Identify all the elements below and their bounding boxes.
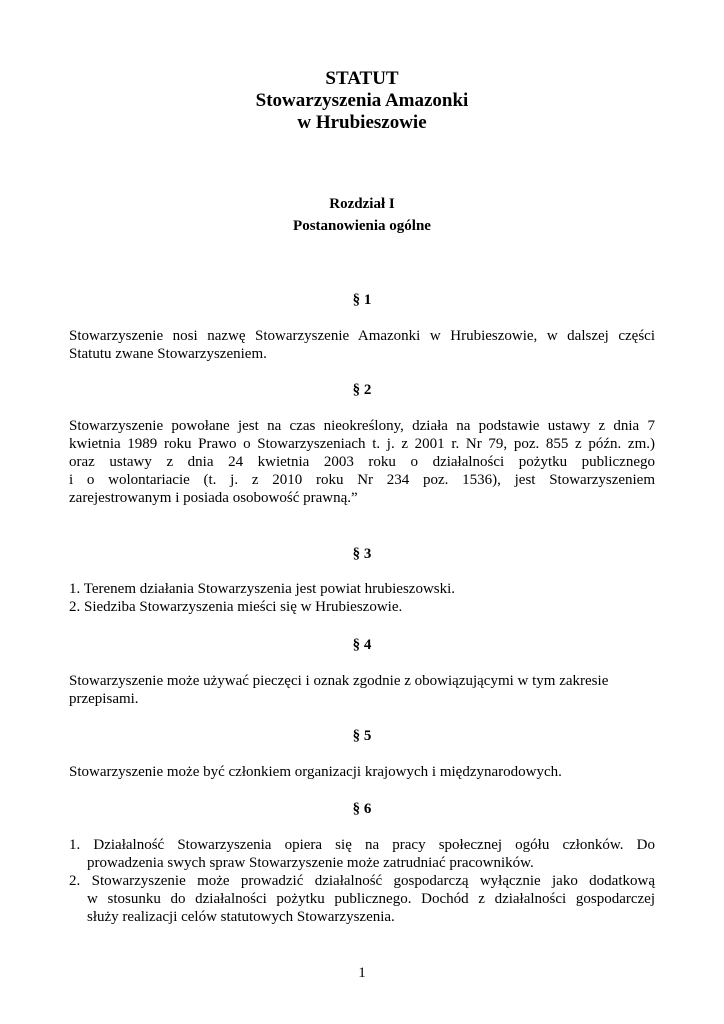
section-3-text — [69, 580, 655, 616]
section-6-text — [69, 836, 655, 926]
section-6-item-2-line-3: służy realizacji celów statutowych Stowarzyszenia. — [87, 909, 395, 925]
section-3-item-1: 1. Terenem działania Stowarzyszenia jest powiat hrubieszowski. — [69, 581, 456, 597]
section-5-line-1: Stowarzyszenie może być członkiem organizacji krajowych i międzynarodowych. — [69, 764, 562, 780]
section-2-line-2: kwietnia 1989 roku Prawo o Stowarzyszeniach t. j. z 2001 r. Nr 79, poz. 855 z późn. zm.) — [69, 436, 655, 452]
section-3-item-2: 2. Siedziba Stowarzyszenia mieści się w Hrubieszowie. — [69, 599, 403, 615]
section-6-item-2-line-1: 2. Stowarzyszenie może prowadzić działalność gospodarczą wyłącznie jako dodatkową — [69, 873, 655, 889]
section-4-line-1: Stowarzyszenie może używać pieczęci i oznak zgodnie z obowiązującymi w tym zakresie — [69, 673, 609, 689]
section-6-item-1-line-1: 1. Działalność Stowarzyszenia opiera się na pracy społecznej ogółu członków. Do — [69, 837, 655, 853]
section-4-text — [69, 672, 655, 708]
title-line-1: STATUT — [325, 68, 399, 89]
chapter-name: Postanowienia ogólne — [293, 218, 431, 234]
chapter-number: Rozdział I — [329, 196, 395, 212]
section-2-line-4: i o wolontariacie (t. j. z 2010 roku Nr 234 poz. 1536), jest Stowarzyszeniem — [69, 472, 655, 488]
section-6-heading: § 6 — [352, 801, 372, 817]
section-4-heading: § 4 — [352, 637, 372, 653]
section-2-line-1: Stowarzyszenie powołane jest na czas nieokreślony, działa na podstawie ustawy z dnia 7 — [69, 418, 655, 434]
section-6-item-2-line-2: w stosunku do działalności pożytku publicznego. Dochód z działalności gospodarczej — [87, 891, 655, 907]
section-3-heading: § 3 — [352, 546, 372, 562]
section-1-heading: § 1 — [352, 292, 372, 308]
section-2-heading: § 2 — [352, 382, 372, 398]
section-4-line-2: przepisami. — [69, 691, 139, 707]
section-5-text — [69, 763, 655, 781]
title-line-3: w Hrubieszowie — [297, 112, 427, 133]
section-2-text — [69, 417, 655, 507]
section-5-heading: § 5 — [352, 728, 372, 744]
section-1-text — [69, 327, 655, 363]
chapter-heading — [0, 193, 724, 237]
section-1-line-2: Statutu zwane Stowarzyszeniem. — [69, 346, 267, 362]
section-2-line-3: oraz ustawy z dnia 24 kwietnia 2003 roku o działalności pożytku publicznego — [69, 454, 655, 470]
document-title — [0, 68, 724, 134]
page-number: 1 — [358, 965, 366, 981]
section-2-line-5: zarejestrowanym i posiada osobowość prawną.” — [69, 490, 358, 506]
section-1-line-1: Stowarzyszenie nosi nazwę Stowarzyszenie Amazonki w Hrubieszowie, w dalszej części — [69, 328, 655, 344]
title-line-2: Stowarzyszenia Amazonki — [255, 90, 469, 111]
section-6-item-1-line-2: prowadzenia swych spraw Stowarzyszenie może zatrudniać pracowników. — [87, 855, 534, 871]
